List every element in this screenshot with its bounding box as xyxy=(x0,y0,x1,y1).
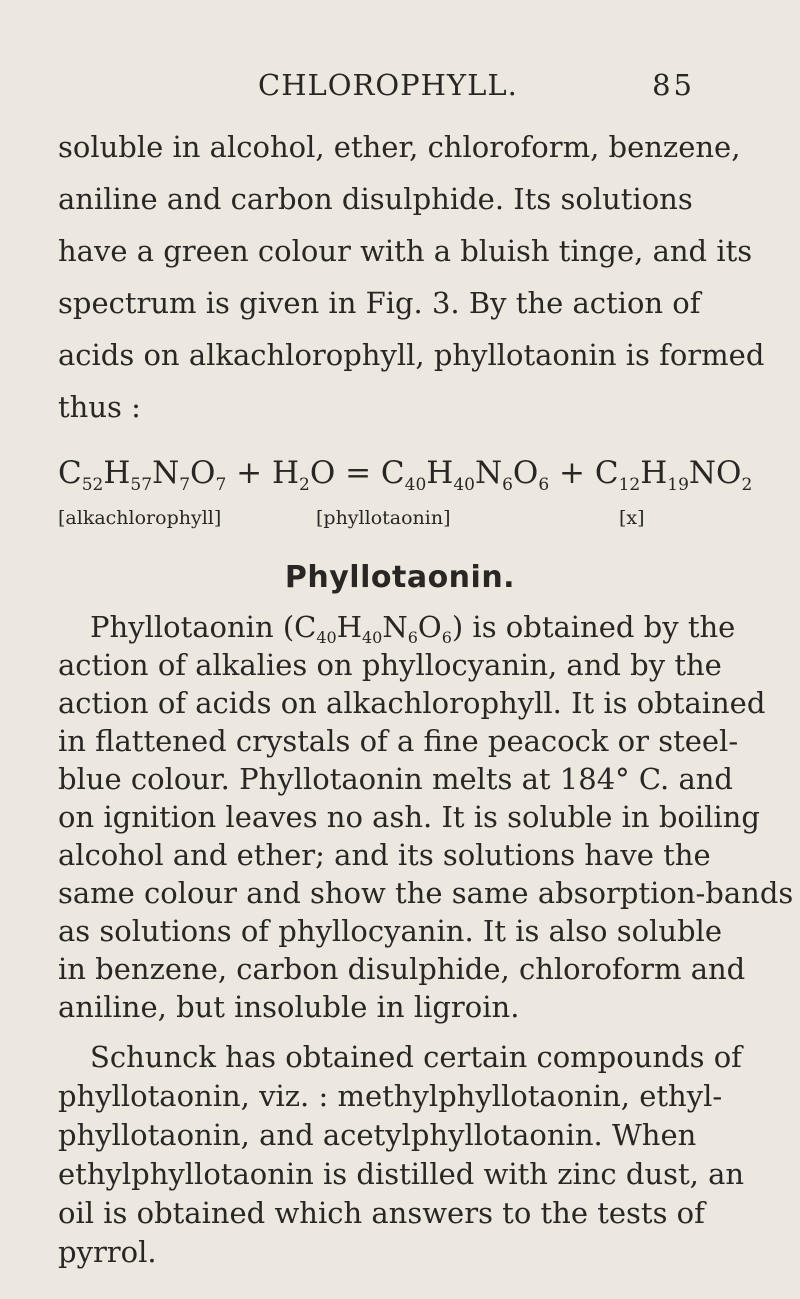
page-header xyxy=(0,68,800,108)
equation-label-alkachlorophyll: [alkachlorophyll] xyxy=(58,507,222,529)
text-line: have a green colour with a bluish tinge, and its xyxy=(58,234,753,268)
text-line: thus : xyxy=(58,390,141,424)
text-line: same colour and show the same absorption-bands xyxy=(58,876,794,910)
page-number: 85 xyxy=(652,68,695,102)
text-line: blue colour. Phyllotaonin melts at 184° C. and xyxy=(58,762,734,796)
text-line: ethylphyllotaonin is distilled with zinc dust, an xyxy=(58,1157,745,1191)
chemical-equation xyxy=(58,455,753,545)
text-line: Schunck has obtained certain compounds of xyxy=(90,1040,742,1074)
text-line: action of alkalies on phyllocyanin, and by the xyxy=(58,648,722,682)
text-line: aniline, but insoluble in ligroin. xyxy=(58,990,520,1024)
text-line: on ignition leaves no ash. It is soluble in boiling xyxy=(58,800,760,834)
text-line: in flattened crystals of a fine peacock or steel- xyxy=(58,724,739,758)
text-line: as solutions of phyllocyanin. It is also soluble xyxy=(58,914,722,948)
text-line: pyrrol. xyxy=(58,1235,157,1269)
text-line: alcohol and ether; and its solutions have the xyxy=(58,838,711,872)
section-title: Phyllotaonin. xyxy=(284,560,516,595)
first-line-start: Phyllotaonin (C xyxy=(90,610,317,644)
text-line: aniline and carbon disulphide. Its solutions xyxy=(58,182,693,216)
equation-label-phyllotaonin: [phyllotaonin] xyxy=(316,507,451,529)
running-head: CHLOROPHYLL. xyxy=(258,68,518,102)
equation-formula: $C_{52}H_{57}N_7O_7 + H_2O = C_{40}H_{40}N_6O_6 + C_{12}H_{19}NO_2$ xyxy=(58,455,753,495)
text-line: action of acids on alkachlorophyll. It is obtained xyxy=(58,686,766,720)
text-line: phyllotaonin, and acetylphyllotaonin. When xyxy=(58,1118,697,1152)
text-line: oil is obtained which answers to the tests of xyxy=(58,1196,705,1230)
first-line-end: ) is obtained by the xyxy=(451,610,736,644)
text-line: Phyllotaonin $(C_{40}H_{40}N_6O_6)$ is obtained by the xyxy=(90,610,736,647)
text-line: in benzene, carbon disulphide, chloroform and xyxy=(58,952,746,986)
text-line: soluble in alcohol, ether, chloroform, benzene, xyxy=(58,130,741,164)
text-line: spectrum is given in Fig. 3. By the action of xyxy=(58,286,701,320)
text-line: acids on alkachlorophyll, phyllotaonin is formed xyxy=(58,338,765,372)
text-line: phyllotaonin, viz. : methylphyllotaonin, ethyl- xyxy=(58,1079,723,1113)
equation-label-x: [x] xyxy=(619,507,645,529)
